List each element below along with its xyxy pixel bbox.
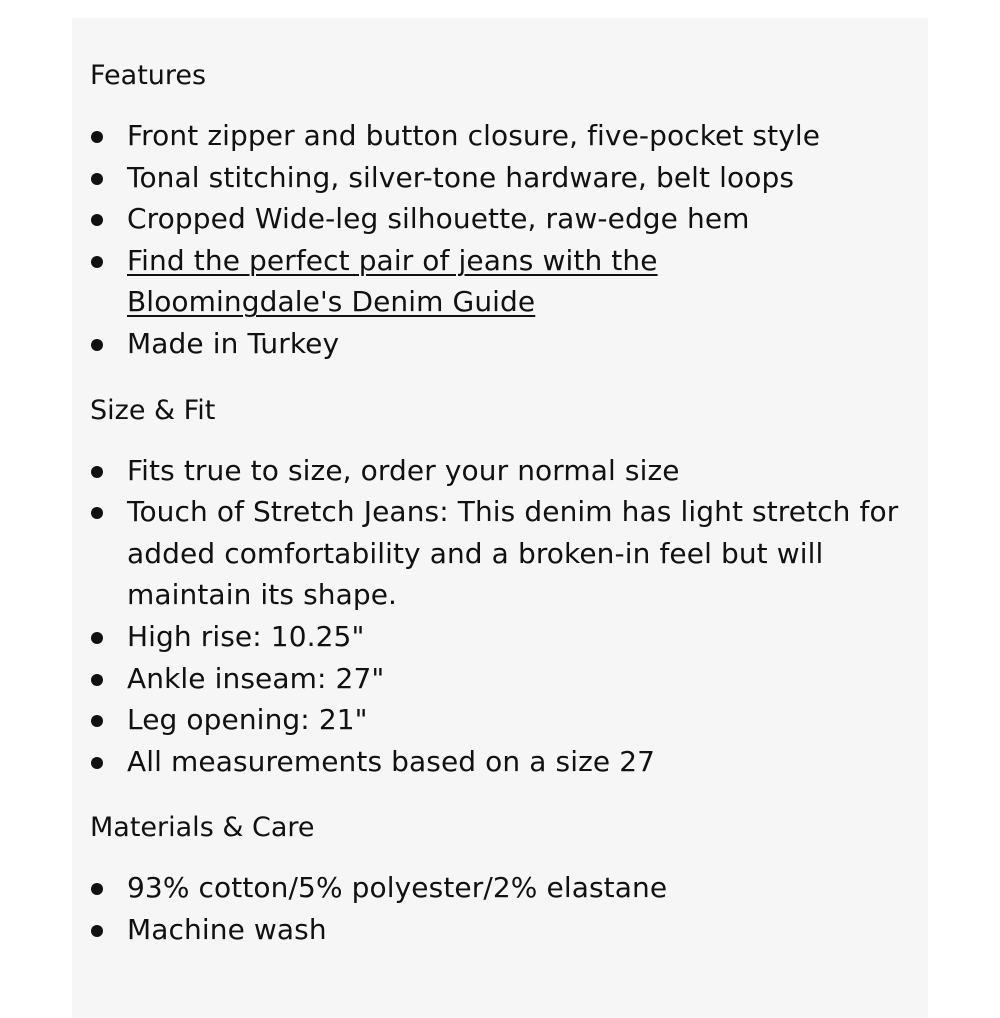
features-heading: Features bbox=[90, 60, 207, 91]
list-item bbox=[90, 699, 910, 741]
bullet-icon bbox=[91, 466, 103, 478]
list-item-text: Front zipper and button closure, five-pocket style bbox=[127, 119, 821, 152]
list-item-text: Fits true to size, order your normal size bbox=[127, 453, 680, 487]
list-item bbox=[90, 157, 910, 199]
denim-guide-link[interactable] bbox=[127, 244, 658, 319]
features-list bbox=[90, 115, 910, 365]
list-item bbox=[90, 491, 910, 616]
denim-guide-link-line1: Find the perfect pair of jeans with the bbox=[127, 243, 658, 277]
size-fit-list bbox=[90, 450, 910, 783]
list-item bbox=[90, 867, 910, 909]
list-item bbox=[90, 616, 910, 658]
list-item bbox=[90, 658, 910, 700]
list-item bbox=[90, 741, 910, 783]
list-item bbox=[90, 450, 910, 492]
list-item-text: All measurements based on a size 27 bbox=[127, 744, 656, 778]
denim-guide-link-line2: Bloomingdale's Denim Guide bbox=[127, 285, 536, 319]
bullet-icon bbox=[91, 339, 103, 351]
bullet-icon bbox=[91, 883, 103, 895]
list-item-text: Machine wash bbox=[127, 912, 327, 946]
list-item-text: Made in Turkey bbox=[127, 326, 340, 360]
bullet-icon bbox=[91, 173, 103, 185]
bullet-icon bbox=[91, 674, 103, 686]
bullet-icon bbox=[91, 715, 103, 727]
bullet-icon bbox=[91, 131, 103, 143]
list-item bbox=[90, 240, 910, 323]
list-item-text: Cropped Wide-leg silhouette, raw-edge hem bbox=[127, 202, 750, 236]
list-item bbox=[90, 909, 910, 951]
list-item bbox=[90, 198, 910, 240]
bullet-icon bbox=[91, 507, 103, 519]
product-details-panel bbox=[72, 18, 928, 1018]
list-item bbox=[90, 115, 910, 157]
list-item-text: Tonal stitching, silver-tone hardware, belt loops bbox=[127, 160, 795, 194]
materials-care-list bbox=[90, 867, 910, 950]
bullet-icon bbox=[91, 925, 103, 937]
list-item-text: Ankle inseam: 27" bbox=[127, 661, 385, 695]
list-item bbox=[90, 323, 910, 365]
bullet-icon bbox=[91, 214, 103, 226]
list-item-text: High rise: 10.25" bbox=[127, 619, 365, 653]
list-item-text: Leg opening: 21" bbox=[127, 703, 368, 737]
bullet-icon bbox=[91, 757, 103, 769]
bullet-icon bbox=[91, 256, 103, 268]
list-item-text: Touch of Stretch Jeans: This denim has light stretch for added comfortability and a broken-in feel but will maintain its shape. bbox=[127, 495, 899, 612]
list-item-text: 93% cotton/5% polyester/2% elastane bbox=[127, 871, 668, 905]
materials-care-heading: Materials & Care bbox=[90, 812, 315, 844]
bullet-icon bbox=[91, 632, 103, 644]
size-fit-heading: Size & Fit bbox=[90, 394, 216, 426]
